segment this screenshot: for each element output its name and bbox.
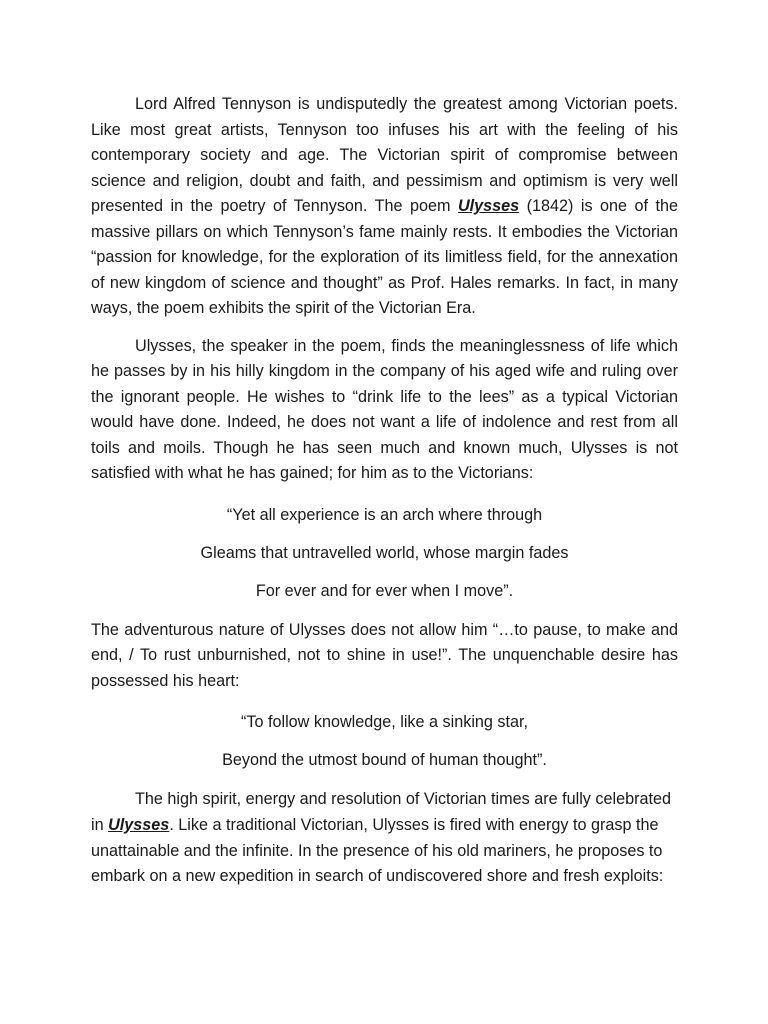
quote-line: Beyond the utmost bound of human thought”.: [222, 751, 547, 769]
paragraph-intro-text-2: (1842) is one of the massive pillars on which Tennyson’s fame mainly rests. It embodies the Victorian “passion for knowledge, for the exploration of its limitless field, for the annexation of new kingdom of science and thought” as Prof. Hales remarks. In fact, in many ways, the poem exhibits the spirit of the Victorian Era.: [91, 197, 678, 317]
paragraph-intro-text-1: Lord Alfred Tennyson is undisputedly the greatest among Victorian poets. Like most great artists, Tennyson too infuses his art with the feeling of his contemporary society and age. The Victorian spirit of compromise between science and religion, doubt and faith, and pessimism and optimism is very well presented in the poetry of Tennyson. The poem: [91, 95, 678, 215]
quote-experience: [91, 503, 678, 604]
quote-line: Gleams that untravelled world, whose margin fades: [200, 543, 569, 562]
quote-line: “To follow knowledge, like a sinking star,: [240, 713, 529, 731]
paragraph-spirit-text-2: . Like a traditional Victorian, Ulysses is fired with energy to grasp the unattainable and the infinite. In the presence of his old mariners, he proposes to embark on a new expedition in search of undiscovered shore and fresh exploits:: [91, 815, 664, 886]
quote-knowledge: [91, 710, 678, 773]
poem-title-ulysses: Ulysses: [108, 815, 170, 834]
quote-line: “Yet all experience is an arch where through: [226, 505, 543, 524]
paragraph-spirit-text-1: The high spirit, energy and resolution of Victorian times are fully celebrated in: [91, 790, 671, 834]
document-page: [91, 92, 678, 890]
paragraph-spirit: [91, 787, 678, 890]
paragraph-speaker: Ulysses, the speaker in the poem, finds the meaninglessness of life which he passes by in his hilly kingdom in the company of his aged wife and ruling over the ignorant people. He wishes to “drink life to the lees” as a typical Victorian would have done. Indeed, he does not want a life of indolence and rest from all toils and moils. Though he has seen much and known much, Ulysses is not satisfied with what he has gained; for him as to the Victorians:: [91, 336, 678, 482]
poem-title-ulysses: Ulysses: [457, 197, 520, 215]
quote-line: For ever and for ever when I move”.: [255, 581, 514, 600]
paragraph-intro: [91, 92, 678, 322]
paragraph-adventurous: The adventurous nature of Ulysses does not allow him “…to pause, to make and end, / To rust unburnished, not to shine in use!”. The unquenchable desire has possessed his heart:: [91, 620, 678, 690]
